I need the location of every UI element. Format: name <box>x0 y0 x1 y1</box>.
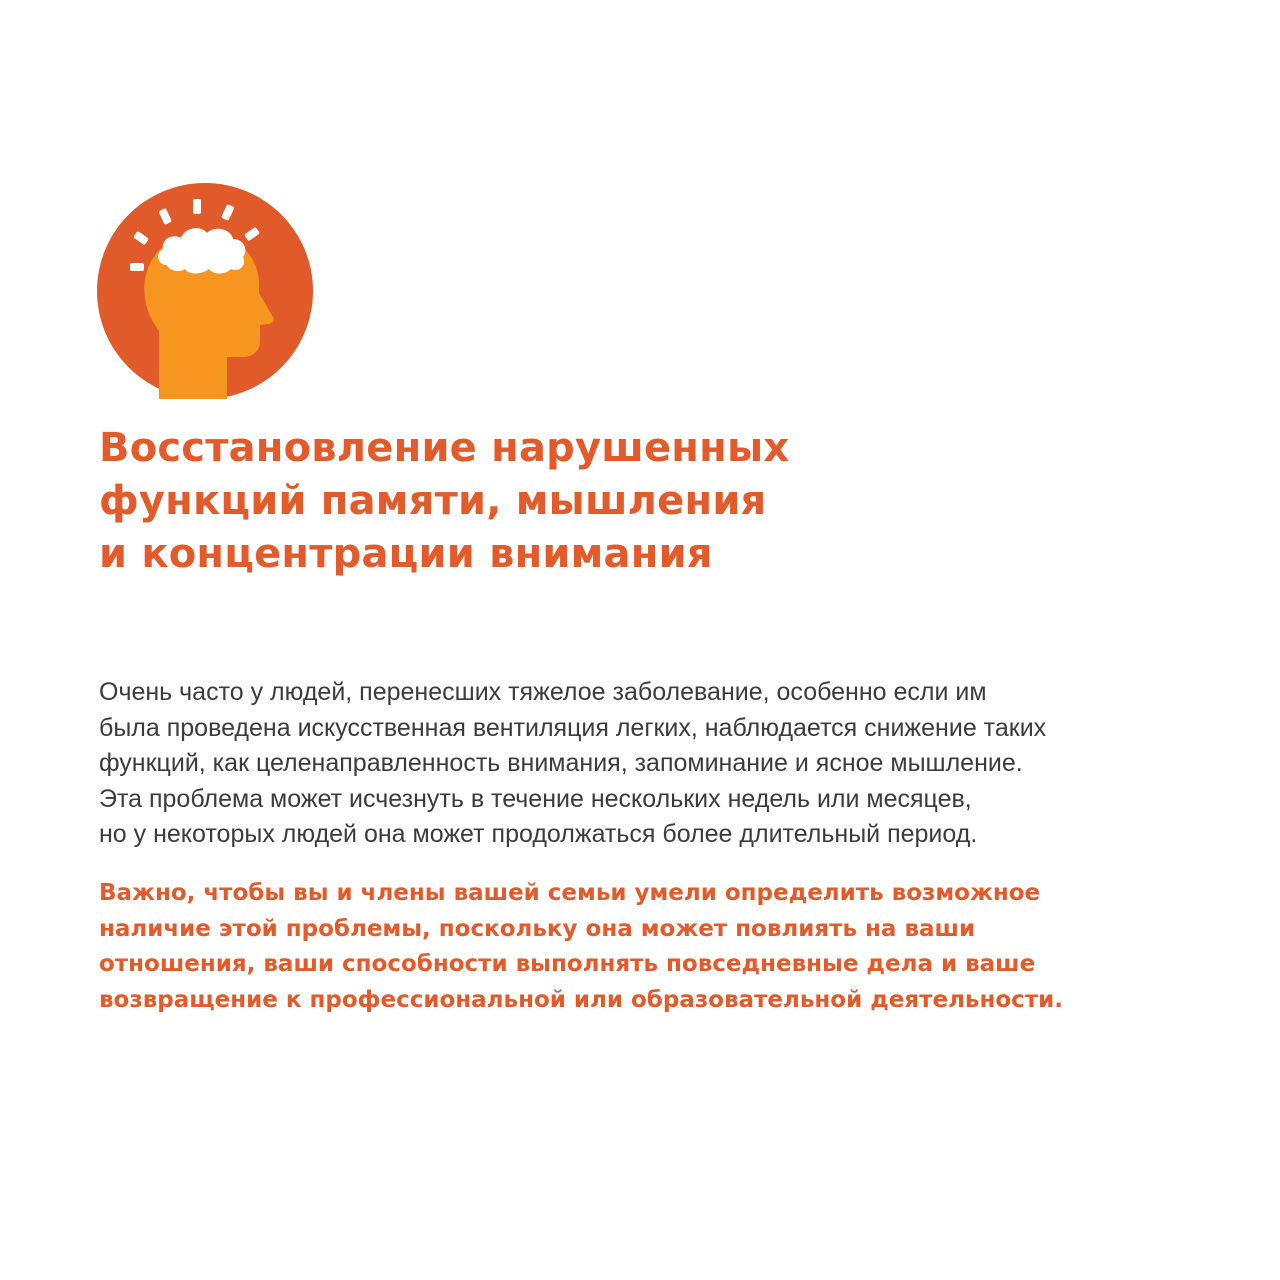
heading-line: и концентрации внимания <box>99 531 713 577</box>
emphasis-line: возвращение к профессиональной или образовательной деятельности. <box>99 986 1063 1013</box>
body-line: Эта проблема может исчезнуть в течение нескольких недель или месяцев, <box>99 784 972 813</box>
ray-left-low <box>130 263 144 271</box>
heading-line: функций памяти, мышления <box>99 478 767 524</box>
section-heading <box>99 422 1199 581</box>
head-with-brain-icon-graphic <box>97 183 313 399</box>
ray-top <box>193 199 201 214</box>
body-line: Очень часто у людей, перенесших тяжелое заболевание, особенно если им <box>99 678 987 706</box>
body-line: функций, как целенаправленность внимания, запоминание и ясное мышление. <box>99 749 1023 777</box>
body-paragraph <box>99 675 1219 853</box>
head-with-brain-icon <box>97 183 313 399</box>
heading-line: Восстановление нарушенных <box>99 425 790 471</box>
emphasis-line: наличие этой проблемы, поскольку она может повлиять на ваши <box>99 915 976 942</box>
body-line: но у некоторых людей она может продолжаться более длительный период. <box>99 820 978 848</box>
emphasis-paragraph <box>99 876 1219 1018</box>
body-line: была проведена искусственная вентиляция легких, наблюдается снижение таких <box>99 713 1047 742</box>
emphasis-line: Важно, чтобы вы и члены вашей семьи умели определить возможное <box>99 880 1041 906</box>
emphasis-line: отношения, ваши способности выполнять повседневные дела и ваше <box>99 951 1036 977</box>
